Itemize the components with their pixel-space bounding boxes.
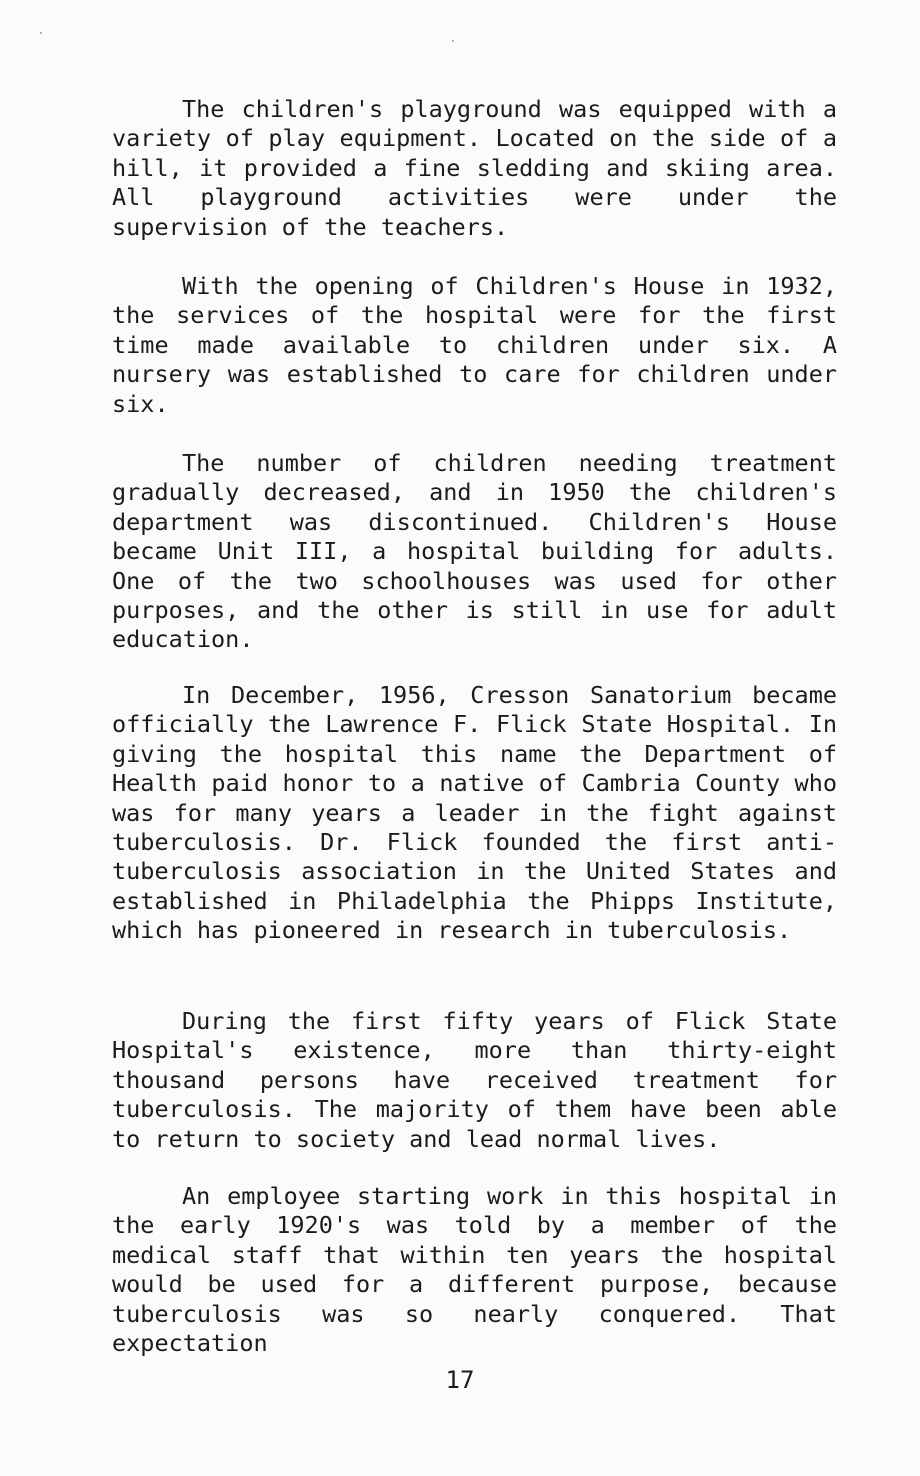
- paragraph-text: An employee starting work in this hospital in the early 1920's was told by a member of the medical staff that within ten years the hospital would be used for a different purpose, because tuberculosis was so nearly conquered. That expectation: [112, 1182, 837, 1358]
- paragraph-text: During the first fifty years of Flick State Hospital's existence, more than thirty-eight thousand persons have received treatment for tuberculosis. The majority of them have been able to return to society and lead normal lives.: [112, 1007, 837, 1153]
- page-number: 17: [445, 1366, 475, 1394]
- paragraph-childrens-house: [112, 272, 837, 419]
- paper-speck: [40, 32, 42, 34]
- paragraph-first-fifty-years: [112, 1007, 837, 1154]
- paragraph-employee-expectation: [112, 1182, 837, 1358]
- paragraph-treatment-decrease: [112, 449, 837, 655]
- paragraph-text: The number of children needing treatment gradually decreased, and in 1950 the children's department was discontinued. Children's House became Unit III, a hospital building for adults. One of the two schoolhouses was used for other purposes, and the other is still in use for adult education.: [112, 449, 837, 654]
- paragraph-text: In December, 1956, Cresson Sanatorium became officially the Lawrence F. Flick State Hospital. In giving the hospital this name the Department of Health paid honor to a native of Cambria County who was for many years a leader in the fight against tuberculosis. Dr. Flick founded the first anti-tuberculosis association in the United States and established in Philadelphia the Phipps Institute, which has pioneered in research in tuberculosis.: [112, 681, 837, 945]
- paragraph-text: The children's playground was equipped with a variety of play equipment. Located on the side of a hill, it provided a fine sledding and skiing area. All playground activities were under the supervision of the teachers.: [112, 95, 837, 241]
- paragraph-text: With the opening of Children's House in 1932, the services of the hospital were for the first time made available to children under six. A nursery was established to care for children under six.: [112, 272, 837, 418]
- paragraph-flick-hospital: [112, 681, 837, 946]
- paper-speck: [452, 40, 454, 42]
- paragraph-playground: [112, 95, 837, 242]
